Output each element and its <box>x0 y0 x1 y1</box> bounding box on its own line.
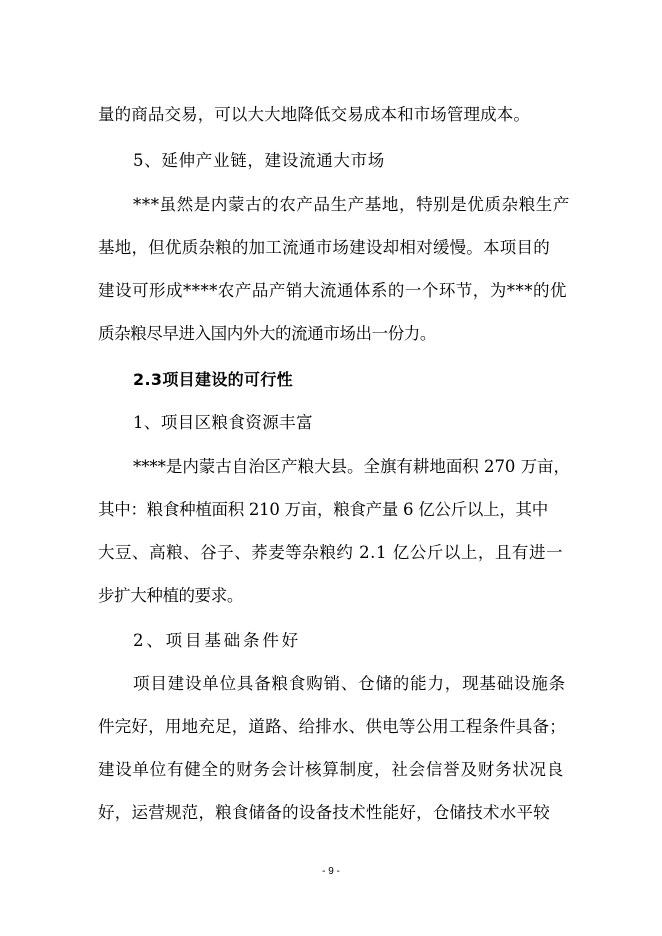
body-line: 量的商品交易，可以大大地降低交易成本和市场管理成本。 <box>98 105 530 124</box>
section-item-5: 5、延伸产业链，建设流通大市场 <box>133 151 385 170</box>
body-line: ***虽然是内蒙古的农产品生产基地，特别是优质杂粮生产 <box>133 195 570 214</box>
body-line: 建设可形成****农产品产销大流通体系的一个环节，为***的优 <box>98 281 567 300</box>
body-line: 建设单位有健全的财务会计核算制度，社会信誉及财务状况良 <box>98 760 564 779</box>
body-line: 项目建设单位具备粮食购销、仓储的能力，现基础设施条 <box>133 674 566 693</box>
body-line: ****是内蒙古自治区产粮大县。全旗有耕地面积 270 万亩， <box>133 457 570 476</box>
section-item-1: 1、项目区粮食资源丰富 <box>133 413 313 432</box>
section-heading: 2.3项目建设的可行性 <box>133 370 293 389</box>
body-line: 好，运营规范，粮食储备的设备技术性能好，仓储技术水平较 <box>98 803 550 822</box>
body-line: 件完好，用地充足，道路、给排水、供电等公用工程条件具备； <box>98 717 566 736</box>
body-line: 步扩大种植的要求。 <box>98 586 244 605</box>
section-item-2: 2、项目基础条件好 <box>133 631 301 650</box>
body-line: 其中：粮食种植面积 210 万亩，粮食产量 6 亿公斤以上，其中 <box>98 500 548 519</box>
body-line: 基地，但优质杂粮的加工流通市场建设却相对缓慢。本项目的 <box>98 238 550 257</box>
body-line: 质杂粮尽早进入国内外大的流通市场出一份力。 <box>98 324 437 343</box>
body-line: 大豆、高粮、谷子、荞麦等杂粮约 2.1 亿公斤以上，且有进一 <box>98 543 563 562</box>
page-number: - 9 - <box>322 866 340 877</box>
